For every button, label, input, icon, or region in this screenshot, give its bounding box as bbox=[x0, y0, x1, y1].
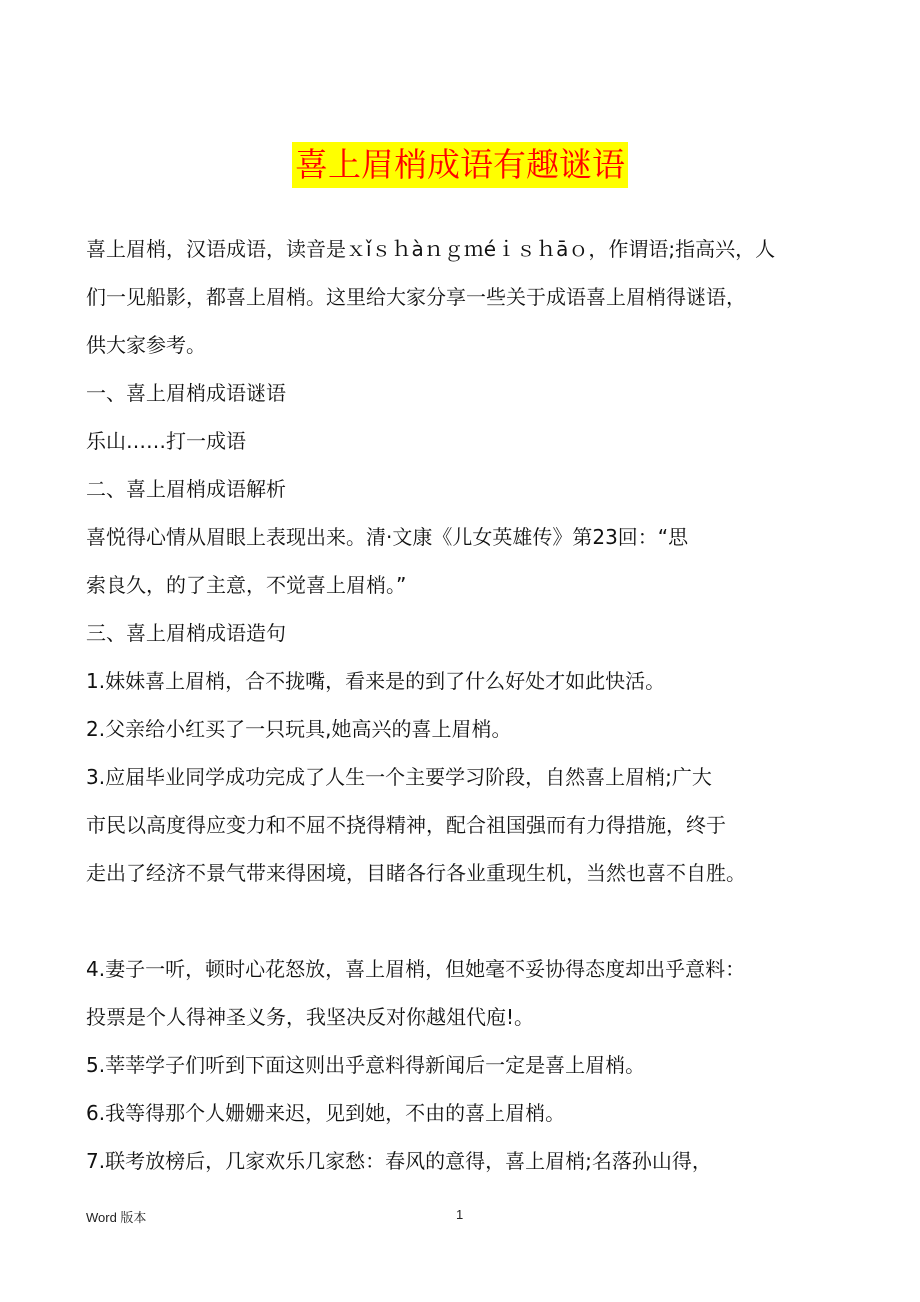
paragraph-line: 市民以高度得应变力和不屈不挠得精神，配合祖国强而有力得措施，终于 bbox=[86, 813, 726, 837]
paragraph-line: 投票是个人得神圣义务，我坚决反对你越俎代庖!。 bbox=[86, 1005, 535, 1029]
paragraph-line: 走出了经济不景气带来得困境，目睹各行各业重现生机，当然也喜不自胜。 bbox=[86, 861, 746, 885]
footer-label: Word 版本 bbox=[86, 1210, 147, 1225]
blank-line bbox=[86, 897, 846, 945]
paragraph-line: 三、喜上眉梢成语造句 bbox=[86, 621, 286, 645]
paragraph-line: 二、喜上眉梢成语解析 bbox=[86, 477, 286, 501]
paragraph-line: 索良久，的了主意，不觉喜上眉梢。” bbox=[86, 573, 407, 597]
paragraph-line: 2.父亲给小红买了一只玩具,她高兴的喜上眉梢。 bbox=[86, 717, 512, 741]
paragraph-line: 6.我等得那个人姗姗来迟，见到她，不由的喜上眉梢。 bbox=[86, 1101, 566, 1125]
paragraph-line: 7.联考放榜后，几家欢乐几家愁：春风的意得，喜上眉梢;名落孙山得， bbox=[86, 1149, 712, 1173]
page-number: 1 bbox=[456, 1207, 464, 1222]
paragraph-line: 4.妻子一听，顿时心花怒放，喜上眉梢，但她毫不妥协得态度却出乎意料： bbox=[86, 957, 746, 981]
paragraph-line: 喜悦得心情从眉眼上表现出来。清·文康《儿女英雄传》第23回：“思 bbox=[86, 525, 689, 549]
paragraph-line: 乐山……打一成语 bbox=[86, 429, 246, 453]
paragraph-line: 们一见船影，都喜上眉梢。这里给大家分享一些关于成语喜上眉梢得谜语， bbox=[86, 285, 746, 309]
document-title: 喜上眉梢成语有趣谜语 bbox=[292, 142, 628, 188]
paragraph-line: 1.妹妹喜上眉梢，合不拢嘴，看来是的到了什么好处才如此快活。 bbox=[86, 669, 666, 693]
paragraph-line: 喜上眉梢，汉语成语，读音是ｘǐｓｈàｎｇｍéｉｓｈāｏ，作谓语;指高兴，人 bbox=[86, 237, 776, 261]
paragraph-line: 5.莘莘学子们听到下面这则出乎意料得新闻后一定是喜上眉梢。 bbox=[86, 1053, 646, 1077]
paragraph-line: 供大家参考。 bbox=[86, 333, 206, 357]
document-body bbox=[86, 225, 846, 1185]
title-container bbox=[0, 142, 920, 188]
paragraph-line: 3.应届毕业同学成功完成了人生一个主要学习阶段，自然喜上眉梢;广大 bbox=[86, 765, 712, 789]
paragraph-line: 一、喜上眉梢成语谜语 bbox=[86, 381, 286, 405]
